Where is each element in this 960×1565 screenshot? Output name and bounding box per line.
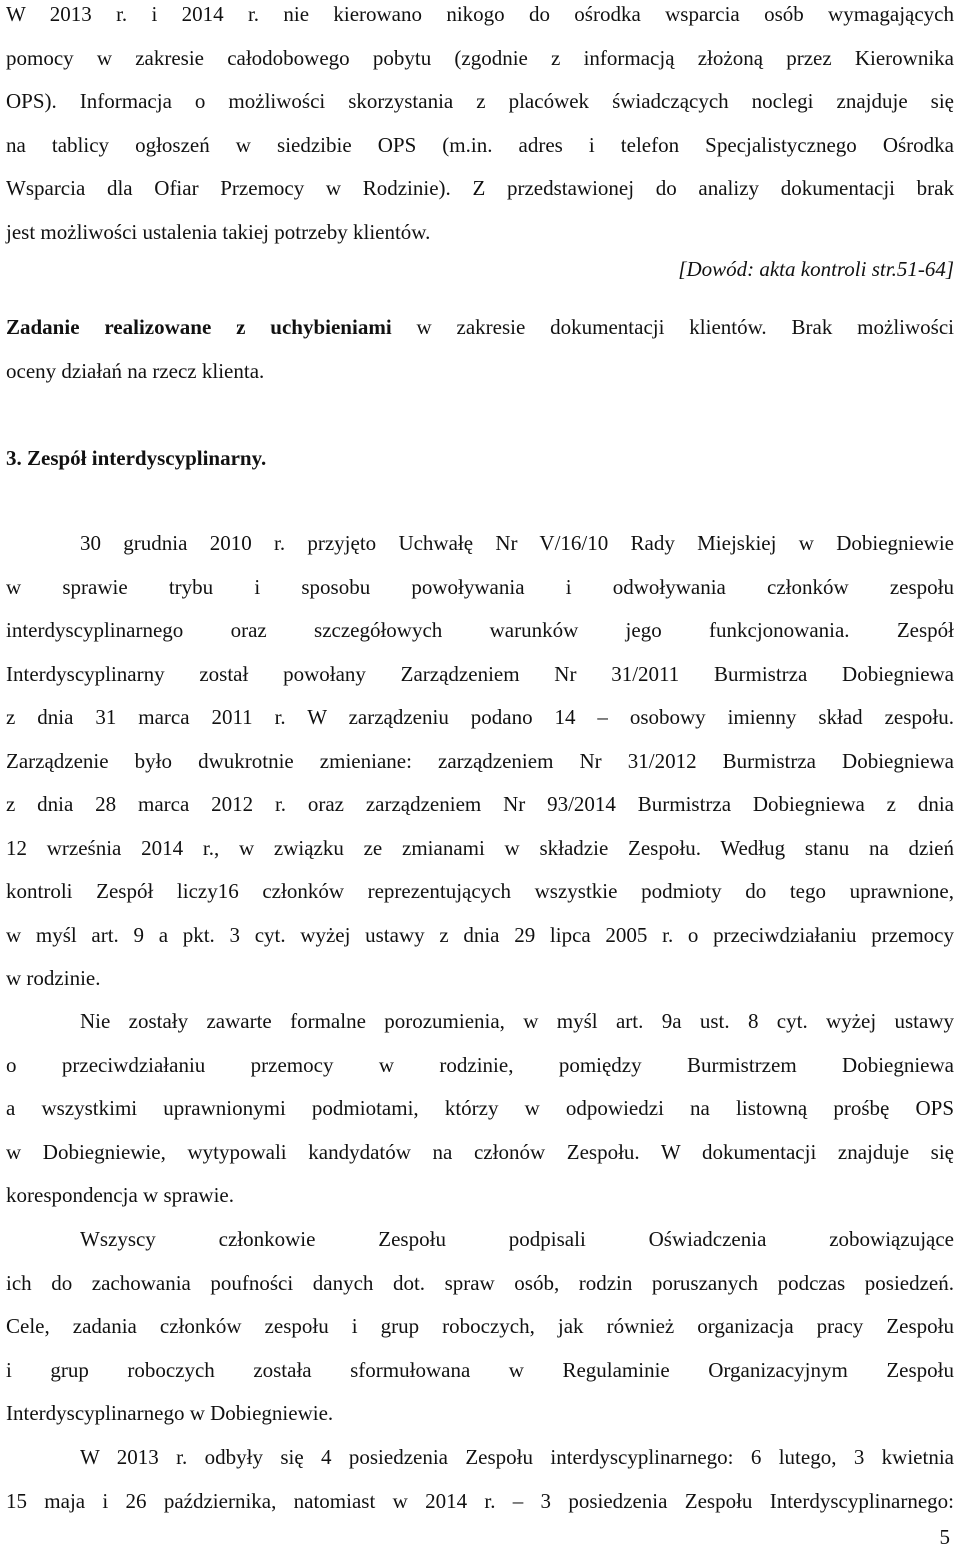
text-line: Nie zostały zawarte formalne porozumienia, w myśl art. 9a ust. 8 cyt. wyżej ustawy [80, 1009, 954, 1033]
page-number: 5 [939, 1525, 950, 1549]
text-line: o przeciwdziałaniu przemocy w rodzinie, pomiędzy Burmistrzem Dobiegniewa [6, 1052, 954, 1077]
text-line: w myśl art. 9 a pkt. 3 cyt. wyżej ustawy z dnia 29 lipca 2005 r. o przeciwdziałaniu przemocy [6, 922, 954, 947]
text-line: w Dobiegniewie, wytypowali kandydatów na członów Zespołu. W dokumentacji znajduje się [6, 1139, 954, 1164]
text-line: interdyscyplinarnego oraz szczegółowych warunków jego funkcjonowania. Zespół [6, 618, 954, 642]
text-line: W 2013 r. odbyły się 4 posiedzenia Zespołu interdyscyplinarnego: 6 lutego, 3 kwietnia [80, 1445, 954, 1469]
text-line: z dnia 28 marca 2012 r. oraz zarządzeniem Nr 93/2014 Burmistrza Dobiegniewa z dnia [6, 792, 954, 816]
text-line: a wszystkimi uprawnionymi podmiotami, którzy w odpowiedzi na listowną prośbę OPS [6, 1096, 954, 1120]
text-line: w rodzinie. [6, 966, 101, 990]
finding-line [6, 306, 954, 350]
text-line: 12 września 2014 r., w związku ze zmianami w składzie Zespołu. Według stanu na dzień [6, 835, 954, 860]
paragraph-shelter-support [6, 0, 954, 254]
text-line: na tablicy ogłoszeń w siedzibie OPS (m.in. adres i telefon Specjalistycznego Ośrodka [6, 132, 954, 157]
text-line: W 2013 r. i 2014 r. nie kierowano nikogo do ośrodka wsparcia osób wymagających [6, 2, 954, 26]
text-line: 30 grudnia 2010 r. przyjęto Uchwałę Nr V/16/10 Rady Miejskiej w Dobiegniewie [80, 531, 954, 555]
text-line: z dnia 31 marca 2011 r. W zarządzeniu podano 14 – osobowy imienny skład zespołu. [6, 705, 954, 729]
finding-bold-text: Zadanie realizowane z uchybieniami [6, 315, 392, 339]
paragraph-team-establishment [6, 522, 954, 1001]
text-line: Interdyscyplinarny został powołany Zarządzeniem Nr 31/2011 Burmistrza Dobiegniewa [6, 661, 954, 686]
paragraph-agreements [6, 1000, 954, 1218]
text-line: i grup roboczych została sformułowana w Regulaminie Organizacyjnym Zespołu [6, 1357, 954, 1382]
text-line: Wsparcia dla Ofiar Przemocy w Rodzinie). Z przedstawionej do analizy dokumentacji brak [6, 176, 954, 200]
text-line: korespondencja w sprawie. [6, 1183, 235, 1207]
finding-rest-text: w zakresie dokumentacji klientów. Brak możliwości [391, 315, 954, 339]
evidence-reference: [Dowód: akta kontroli str.51-64] [678, 257, 954, 281]
text-line: pomocy w zakresie całodobowego pobytu (zgodnie z informacją złożoną przez Kierownika [6, 45, 954, 70]
text-line: w sprawie trybu i sposobu powoływania i odwoływania członków zespołu [6, 574, 954, 599]
text-line: ich do zachowania poufności danych dot. spraw osób, rodzin poruszanych podczas posiedzeń. [6, 1270, 954, 1295]
text-line: kontroli Zespół liczy16 członków reprezentujących wszystkie podmioty do tego uprawnione, [6, 879, 954, 903]
text-line: OPS). Informacja o możliwości skorzystania z placówek świadczących noclegi znajduje się [6, 89, 954, 113]
section-heading: 3. Zespół interdyscyplinarny. [6, 446, 267, 470]
text-line: Interdyscyplinarnego w Dobiegniewie. [6, 1401, 334, 1425]
finding-line-2: oceny działań na rzecz klienta. [6, 358, 265, 383]
text-line: Zarządzenie było dwukrotnie zmieniane: zarządzeniem Nr 31/2012 Burmistrza Dobiegniewa [6, 748, 954, 773]
paragraph-confidentiality [6, 1218, 954, 1436]
text-line: 15 maja i 26 października, natomiast w 2014 r. – 3 posiedzenia Zespołu Interdyscyplinarnego: [6, 1488, 954, 1513]
text-line: Cele, zadania członków zespołu i grup roboczych, jak również organizacja pracy Zespołu [6, 1314, 954, 1338]
paragraph-meetings [6, 1436, 954, 1523]
text-line: Wszyscy członkowie Zespołu podpisali Oświadczenia zobowiązujące [80, 1227, 954, 1251]
text-line: jest możliwości ustalenia takiej potrzeby klientów. [6, 219, 431, 244]
finding-paragraph [6, 306, 954, 393]
